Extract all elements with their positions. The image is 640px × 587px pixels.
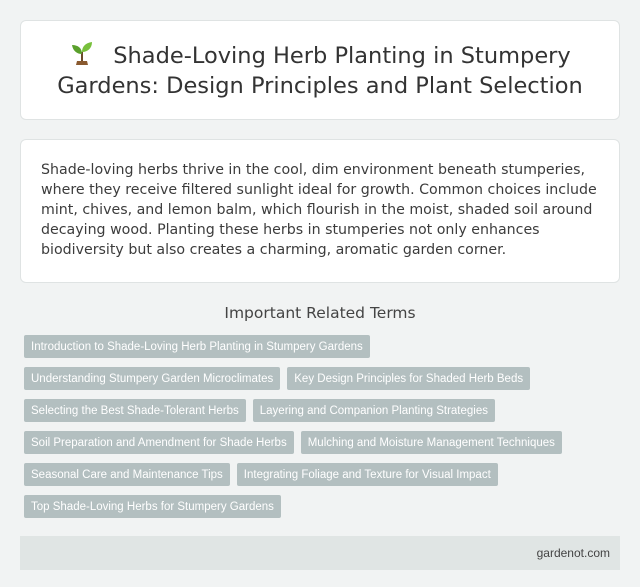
related-terms-list: [20, 335, 620, 518]
related-terms-section: [20, 304, 620, 518]
related-term-tag[interactable]: Integrating Foliage and Texture for Visual Impact: [237, 463, 498, 486]
description-text: Shade-loving herbs thrive in the cool, dim environment beneath stumperies, where they receive filtered sunlight ideal for growth. Common choices include mint, chives, and lemon balm, which flourish in the moist, shaded soil around decaying wood. Planting these herbs in stumperies not only enhances biodiversity but also creates a charming, aromatic garden corner.: [41, 162, 597, 258]
related-term-tag[interactable]: Seasonal Care and Maintenance Tips: [24, 463, 230, 486]
related-term-tag[interactable]: Mulching and Moisture Management Techniques: [301, 431, 562, 454]
title-card: [20, 20, 620, 120]
description-card: [20, 139, 620, 283]
related-term-tag[interactable]: Soil Preparation and Amendment for Shade Herbs: [24, 431, 294, 454]
related-term-tag[interactable]: Understanding Stumpery Garden Microclimates: [24, 367, 280, 390]
page-title: [57, 40, 583, 101]
footer: [20, 536, 620, 570]
sprout-icon: [69, 40, 95, 66]
related-term-tag[interactable]: Introduction to Shade-Loving Herb Planting in Stumpery Gardens: [24, 335, 370, 358]
footer-site-link[interactable]: gardenot.com: [536, 546, 610, 560]
related-term-tag[interactable]: Layering and Companion Planting Strategies: [253, 399, 495, 422]
related-term-tag[interactable]: Top Shade-Loving Herbs for Stumpery Gardens: [24, 495, 281, 518]
page-title-text: Shade-Loving Herb Planting in Stumpery Gardens: Design Principles and Plant Selection: [57, 42, 583, 99]
related-term-tag[interactable]: Key Design Principles for Shaded Herb Beds: [287, 367, 530, 390]
related-terms-heading: Important Related Terms: [224, 304, 416, 322]
related-term-tag[interactable]: Selecting the Best Shade-Tolerant Herbs: [24, 399, 246, 422]
